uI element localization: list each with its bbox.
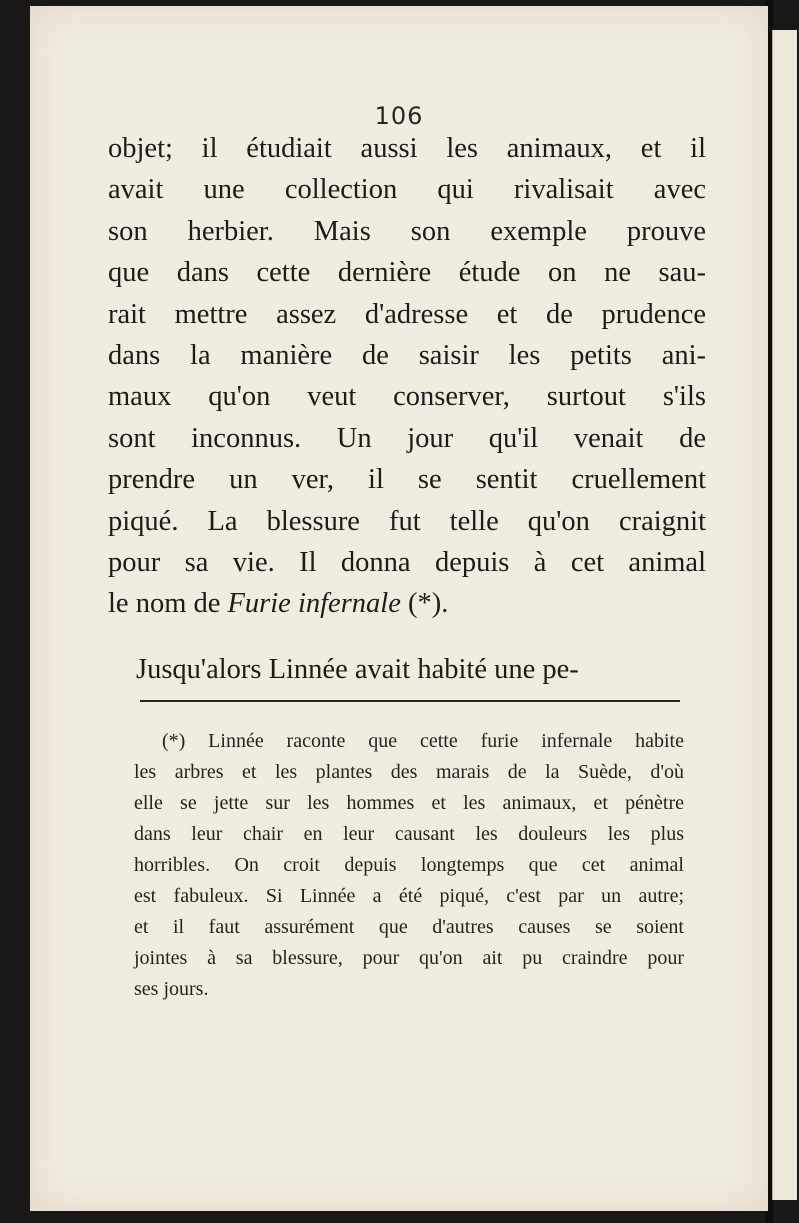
adjacent-page-edge — [772, 30, 797, 1200]
footnote-line: jointes à sa blessure, pour qu'on ait pu craindre pour — [134, 947, 684, 969]
footnote-line: (*) Linnée raconte que cette furie infernale habite — [162, 730, 684, 752]
footnote-divider — [140, 700, 680, 702]
footnote-line: est fabuleux. Si Linnée a été piqué, c'est par un autre; — [134, 885, 684, 907]
text-line: que dans cette dernière étude on ne sau- — [108, 257, 706, 289]
italic-term: Furie infernale — [227, 588, 401, 620]
text-line: sont inconnus. Un jour qu'il venait de — [108, 422, 706, 454]
text-fragment: le nom de — [108, 588, 228, 620]
text-line: objet; il étudiait aussi les animaux, et il — [108, 133, 706, 164]
footnote-line: dans leur chair en leur causant les douleurs les plus — [134, 823, 684, 845]
text-line: piqué. La blessure fut telle qu'on craignit — [108, 505, 706, 537]
text-line: pour sa vie. Il donna depuis à cet animal — [108, 546, 706, 578]
text-line: prendre un ver, il se sentit cruellement — [108, 464, 706, 496]
footnote-line: les arbres et les plantes des marais de la Suède, d'où — [134, 761, 684, 783]
text-line: dans la manière de saisir les petits ani- — [108, 339, 706, 371]
text-line: rait mettre assez d'adresse et de prudence — [108, 298, 706, 330]
footnote-line: ses jours. — [134, 978, 209, 1000]
text-line: son herbier. Mais son exemple prouve — [108, 215, 706, 247]
text-line-last — [108, 583, 706, 624]
footnote-line: elle se jette sur les hommes et les animaux, et pénètre — [134, 792, 684, 814]
text-line: maux qu'on veut conserver, surtout s'ils — [108, 381, 706, 413]
paragraph-start-line: Jusqu'alors Linnée avait habité une pe- — [136, 653, 579, 685]
page-number: 106 — [374, 102, 424, 130]
footnote-line: horribles. On croit depuis longtemps que cet animal — [134, 854, 684, 876]
footnote-reference: (*). — [400, 588, 449, 620]
footnote-line: et il faut assurément que d'autres causes se soient — [134, 916, 684, 938]
footnote — [134, 726, 684, 1005]
text-line: avait une collection qui rivalisait avec — [108, 174, 706, 206]
main-text — [108, 128, 706, 690]
